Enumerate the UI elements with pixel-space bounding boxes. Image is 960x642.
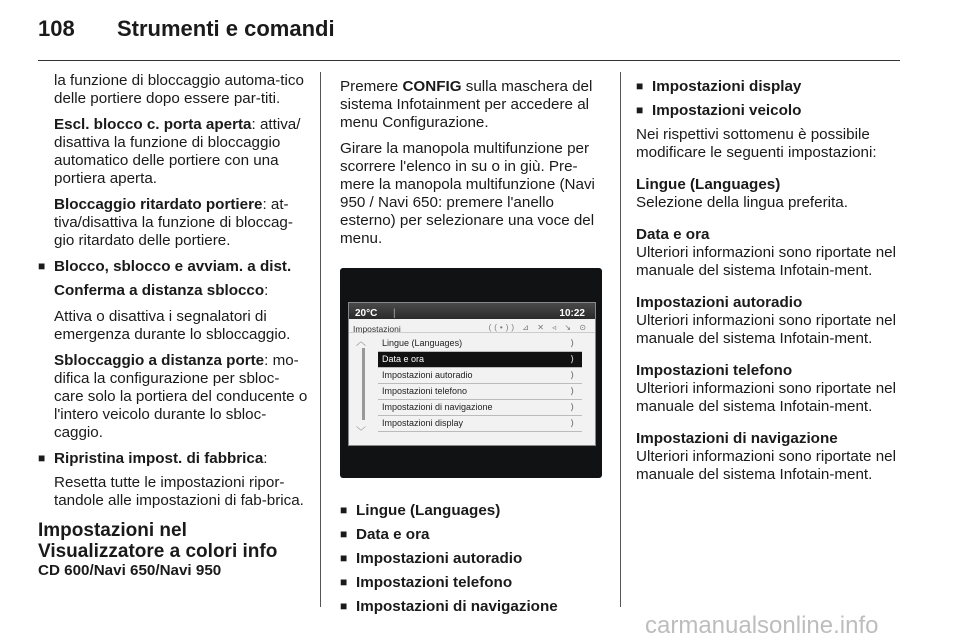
term: Conferma a distanza sblocco (54, 282, 265, 299)
paragraph (38, 116, 308, 188)
setting-title: Lingue (Languages) (636, 176, 781, 193)
menu-item-label: Impostazioni autoradio (382, 370, 473, 380)
term-desc: : attiva/ disattiva la funzione di bloccaggio automatico delle portiere con una portiera aperta. (54, 116, 301, 187)
column-divider-1 (320, 72, 321, 607)
menu-item-label: Data e ora (382, 354, 425, 364)
bullet-item (38, 258, 308, 276)
menu-item[interactable] (378, 336, 582, 352)
bullet-item (38, 450, 308, 468)
settings-menu (378, 336, 582, 432)
setting-description (636, 226, 906, 280)
setting-description (636, 430, 906, 484)
term-desc: : mo-difica la configurazione per sbloc-care solo la portiera del conducente o l'intero veicolo durante lo sbloc-caggio. (54, 352, 308, 441)
setting-text: Selezione della lingua preferita. (636, 194, 848, 211)
bullet-desc: : (263, 450, 268, 467)
chevron-up-icon[interactable]: ︿ (356, 337, 366, 348)
bullet-label: Ripristina impost. di fabbrica (54, 450, 264, 467)
scrollbar[interactable] (354, 334, 374, 440)
paragraph: Attiva o disattiva i segnalatori di emergenza durante lo sbloccaggio. (54, 308, 291, 343)
page-title: Strumenti e comandi (117, 16, 335, 41)
term: Bloccaggio ritardato portiere (54, 196, 263, 213)
bullet-item (340, 526, 605, 544)
bullet-label: Lingue (Languages) (356, 502, 501, 519)
chevron-right-icon: ⟩ (570, 402, 574, 412)
paragraph (38, 352, 308, 442)
term: Sbloccaggio a distanza porte (54, 352, 265, 369)
bullet-label: Impostazioni telefono (356, 574, 513, 591)
temperature: 20°C (355, 308, 378, 319)
bullet-label: Impostazioni display (652, 78, 802, 95)
infotainment-screenshot (340, 268, 602, 478)
menu-item-label: Impostazioni telefono (382, 386, 468, 396)
setting-text: Ulteriori informazioni sono riportate nel manuale del sistema Infotain-ment. (636, 312, 896, 347)
bullet-label: Impostazioni veicolo (652, 102, 802, 119)
screen-title: Impostazioni (353, 324, 401, 334)
setting-title: Impostazioni di navigazione (636, 430, 838, 447)
bullet-list (340, 502, 605, 616)
chevron-right-icon: ⟩ (570, 338, 574, 348)
term: Escl. blocco c. porta aperta (54, 116, 252, 133)
menu-item[interactable] (378, 384, 582, 400)
setting-description (636, 362, 906, 416)
bullet-item (340, 598, 605, 616)
status-separator: | (393, 308, 396, 319)
text: Premere (340, 78, 403, 95)
screen-header (349, 319, 595, 333)
paragraph (340, 78, 605, 132)
setting-text: Ulteriori informazioni sono riportate nel manuale del sistema Infotain-ment. (636, 380, 896, 415)
bullet-item (340, 574, 605, 592)
setting-title: Impostazioni autoradio (636, 294, 803, 311)
section-subheading: CD 600/Navi 650/Navi 950 (38, 562, 222, 579)
chevron-right-icon: ⟩ (570, 386, 574, 396)
setting-description (636, 176, 906, 212)
paragraph: la funzione di bloccaggio automa-tico delle portiere dopo essere par-titi. (54, 72, 304, 107)
clock: 10:22 (559, 308, 585, 319)
scroll-track[interactable] (362, 348, 365, 420)
menu-item-label: Lingue (Languages) (382, 338, 463, 348)
chevron-down-icon[interactable]: ﹀ (356, 427, 366, 438)
setting-text: Ulteriori informazioni sono riportate nel manuale del sistema Infotain-ment. (636, 244, 896, 279)
paragraph: Nei rispettivi sottomenu è possibile modificare le seguenti impostazioni: (636, 126, 877, 161)
menu-item[interactable] (378, 416, 582, 432)
bullet-item (340, 502, 605, 520)
bullet-label: Blocco, sblocco e avviam. a dist. (54, 258, 292, 275)
setting-text: Ulteriori informazioni sono riportate nel manuale del sistema Infotain-ment. (636, 448, 896, 483)
bullet-item (636, 102, 906, 120)
status-icons: ((•)) ⊿ ✕ ◃ ↘ ⊙ (488, 323, 589, 332)
column-3 (636, 78, 906, 498)
term-desc: : (264, 282, 269, 299)
paragraph: Resetta tutte le impostazioni ripor-tandole alle impostazioni di fab-brica. (54, 474, 304, 509)
bullet-label: Impostazioni autoradio (356, 550, 523, 567)
settings-descriptions (636, 176, 906, 484)
watermark: carmanualsonline.info (645, 612, 879, 639)
menu-item[interactable] (378, 352, 582, 368)
column-2 (340, 78, 605, 622)
setting-description (636, 294, 906, 348)
bullet-list (636, 78, 906, 120)
setting-title: Impostazioni telefono (636, 362, 793, 379)
paragraph (38, 196, 308, 250)
term-desc: : at-tiva/disattiva la funzione di bloccag-gio ritardato delle portiere. (54, 196, 293, 249)
bullet-label: Data e ora (356, 526, 430, 543)
column-divider-2 (620, 72, 621, 607)
config-key: CONFIG (402, 78, 462, 95)
bullet-label: Impostazioni di navigazione (356, 598, 558, 615)
menu-item-label: Impostazioni display (382, 418, 464, 428)
paragraph (38, 282, 308, 300)
chevron-right-icon: ⟩ (570, 418, 574, 428)
menu-item-label: Impostazioni di navigazione (382, 402, 493, 412)
section-heading: Impostazioni nel Visualizzatore a colori info (38, 520, 278, 562)
chevron-right-icon: ⟩ (570, 354, 574, 364)
setting-title: Data e ora (636, 226, 710, 243)
paragraph: Girare la manopola multifunzione per scorrere l'elenco in su o in giù. Pre-mere la manopola multifunzione (Navi 950 / Navi 650: premere l'anello esterno) per selezionare una voce del menu. (340, 140, 595, 247)
column-1 (38, 72, 308, 580)
chevron-right-icon: ⟩ (570, 370, 574, 380)
bullet-item (636, 78, 906, 96)
menu-item[interactable] (378, 400, 582, 416)
header-rule (38, 60, 900, 61)
bullet-item (340, 550, 605, 568)
page-number: 108 (38, 16, 75, 41)
page-header (0, 0, 960, 62)
text: sulla maschera del sistema Infotainment per accedere al menu Configurazione. (340, 78, 593, 131)
menu-item[interactable] (378, 368, 582, 384)
status-bar (349, 303, 595, 319)
